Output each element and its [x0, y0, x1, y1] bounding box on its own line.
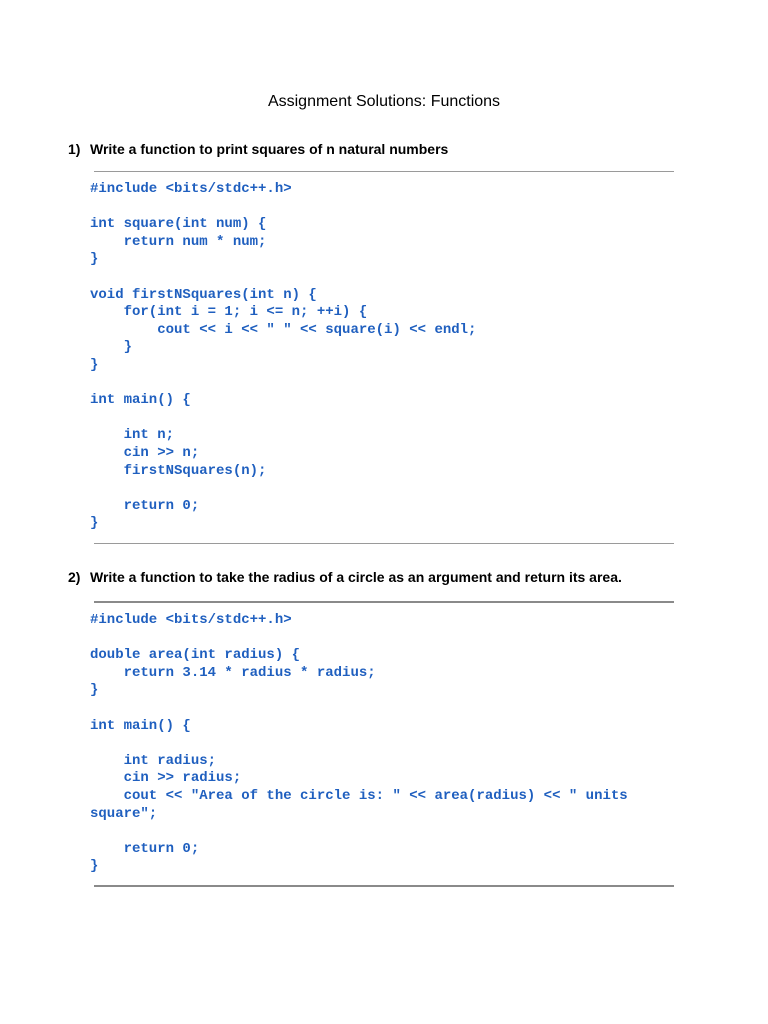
code-block-1: #include <bits/stdc++.h> int square(int num) { return num * num; } void firstNSquares(int n) { for(int i = 1; i <= n; ++i) { cout << i << " " << square(i) << endl; } } int main() { int n; cin >> n; firstNSquares(n); return 0; }	[90, 181, 477, 532]
page-title: Assignment Solutions: Functions	[267, 93, 501, 110]
code-block-2-top-divider	[94, 601, 674, 603]
question-1-text: Write a function to print squares of n natural numbers	[90, 141, 449, 157]
code-block-1-top-divider	[94, 171, 674, 172]
code-block-2: #include <bits/stdc++.h> double area(int radius) { return 3.14 * radius * radius; } int main() { int radius; cin >> radius; cout << "Area of the circle is: " << area(radius) << " units square"; return 0; }	[90, 612, 628, 875]
code-block-2-bottom-divider	[94, 885, 674, 887]
question-1-number: 1)	[68, 141, 81, 157]
code-block-1-bottom-divider	[94, 543, 674, 544]
question-1-heading	[68, 141, 448, 157]
question-2-heading	[68, 569, 622, 585]
question-2-number: 2)	[68, 569, 81, 585]
question-2-text: Write a function to take the radius of a circle as an argument and return its area.	[90, 569, 622, 585]
